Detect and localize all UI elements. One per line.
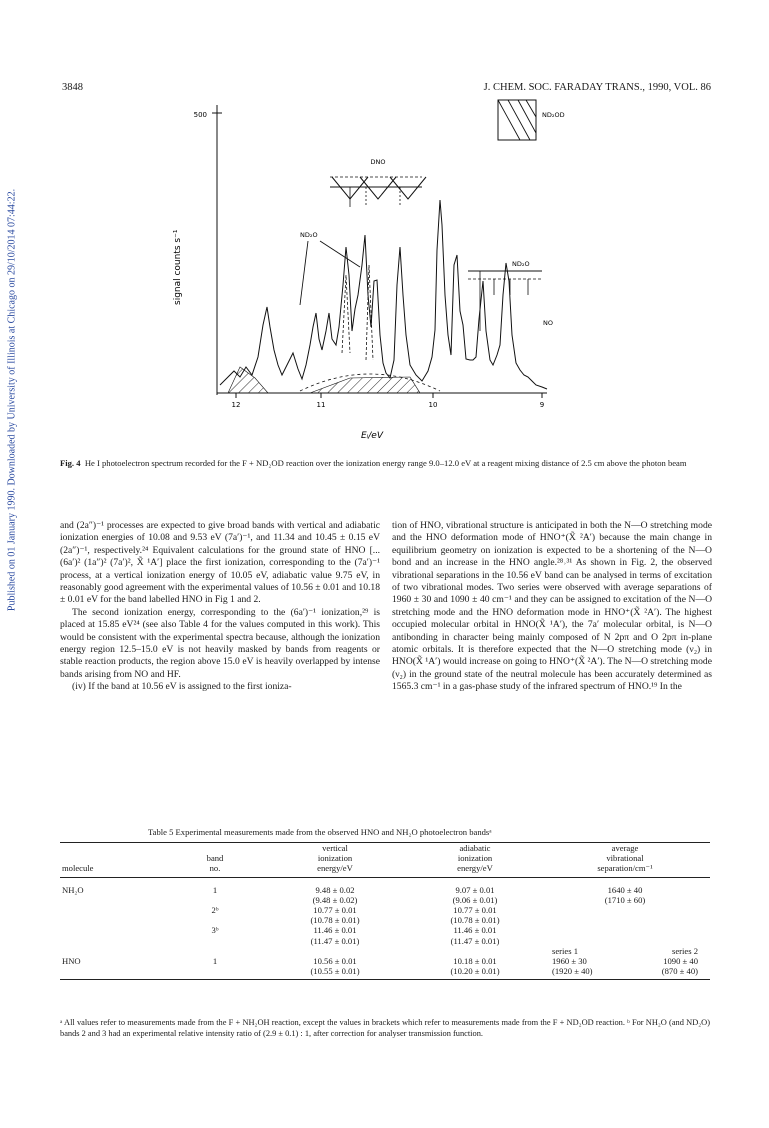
caption-label: Fig. 4 (60, 458, 81, 468)
figure-caption (60, 458, 710, 469)
y-tick-label: 500 (193, 111, 207, 119)
nd2od-box-hatching (498, 100, 536, 140)
table-5 (60, 842, 710, 980)
download-note-text: Published on 01 January 1990. Downloaded by University of Illinois at Chicago on 29/10/2014 07:44:22. (6, 188, 18, 612)
table-row: HNO 1 10.56 ± 0.01 10.18 ± 0.01 1960 ± 30 1090 ± 40 (62, 956, 698, 967)
table-row: (10.55 ± 0.01) (10.20 ± 0.01) (1920 ± 40) (870 ± 40) (60, 966, 710, 980)
table-row-series-labels: series 1 series 2 (552, 945, 698, 956)
table-footnote: ᵃ All values refer to measurements made from the F + NH₂OH reaction, except the values in brackets which refer to measurements made from the F + ND₂OD reaction. ᵇ For NH₂O (and ND₂O) bands 2 and 3 had an experimental relative intensity ratio of (2.9 ± 0.1) : 1, after correction for analyser transmission function. (60, 1018, 710, 1038)
header-vertical: vertical ionization energy/eV (260, 843, 410, 878)
no-label: NO (543, 319, 553, 327)
download-note (2, 120, 22, 680)
header-molecule: molecule (60, 843, 170, 878)
caption-text: He I photoelectron spectrum recorded for the F + ND₂OD reaction over the ionization energy range 9.0–12.0 eV at a reagent mixing distance of 2.5 cm above the photon beam (84, 458, 687, 468)
spectrum-svg (150, 95, 580, 450)
table-row: (9.48 ± 0.02) (9.06 ± 0.01) (1710 ± 60) (312, 894, 646, 905)
dno-label: DNO (370, 158, 386, 166)
header-adiabatic: adiabatic ionization energy/eV (410, 843, 540, 878)
nd2o-left-label: ND₂O (300, 231, 318, 239)
table-row: (10.78 ± 0.01) (10.78 ± 0.01) (310, 915, 500, 926)
left-paragraph-3: (iv) If the band at 10.56 eV is assigned to the first ioniza- (72, 681, 292, 693)
x-axis-label: Eᵢ/eV (360, 431, 384, 441)
right-column (392, 520, 712, 694)
right-paragraph-1: tion of HNO, vibrational structure is anticipated in both the N—O stretching mode and the HNO deformation mode of HNO⁺(X̃ ²A′) because the main change in equilibrium geometry on ionization is expected to be a shortening of the N—O bond and an increase in the HNO angle.²⁸˒³¹ As shown in Fig. 2, the observed vibrational separations in the 10.56 eV band can be analysed in terms of excitation of two vibrational modes. Two series were observed with average separations of 1960 ± 30 and 1090 ± 40 cm⁻¹ and they can be assigned to excitation of the N—O stretching mode and the HNO deformation mode in HNO⁺(X̃ ²A′). The highest occupied molecular orbital in HNO(X̃ ¹A′), the 7a′ molecular orbital, is N—O antibonding in character being mainly composed of N 2pπ and O 2pπ in-plane atomic orbitals. It is therefore expected that the N—O stretching mode (ν₂) in HNO(X̃ ¹A′) would increase on going to HNO⁺(X̃ ²A′). The N—O stretching mode (ν₂) in the ground state of the neutral molecule has been accurately determined as 1565.3 cm⁻¹ in a gas-phase study of the infrared spectrum of HNO.¹⁹ In the (392, 520, 712, 693)
x-tick-12: 12 (231, 401, 241, 409)
header-band: band no. (170, 843, 260, 878)
nd2od-label: ND₂OD (542, 111, 565, 119)
y-axis-label: signal counts s⁻¹ (173, 229, 183, 305)
x-tick-9: 9 (539, 401, 545, 409)
table-row: (11.47 ± 0.01) (11.47 ± 0.01) (310, 935, 500, 946)
table-row: 3ᵇ 11.46 ± 0.01 11.46 ± 0.01 (211, 925, 497, 936)
dno-zigzag (332, 177, 426, 199)
table-title: Table 5 Experimental measurements made from the observed HNO and NH₂O photoelectron bandsᵃ (148, 827, 492, 837)
left-paragraph-2: The second ionization energy, corresponding to the (6a′)⁻¹ ionization,²⁹ is placed at 15.85 eV²⁴ (see also Table 4 for the values computed in this work). This would be consistent with the experimental spectra because, although the ionization energy region 12.5–15.0 eV is not heavily masked by bands from reagents or stable reaction products, the region above 15.0 eV is heavily overlapped by intense bands arising from NO and HF. (60, 606, 380, 680)
left-column (60, 520, 380, 694)
hatched-region-middle (310, 377, 420, 393)
table-header-row (60, 843, 710, 878)
spectrum-trace (220, 200, 547, 389)
left-paragraph-1: and (2a″)⁻¹ processes are expected to give broad bands with vertical and adiabatic ionization energies of 10.08 and 9.53 eV (7a′)⁻¹, and 11.34 and 10.45 ± 0.15 eV (2a″)⁻¹, respectively.²⁴ Equivalent calculations for the ground state of HNO [... (6a′)² (1a″)² (7a′)², X̃ ¹A′] place the first ionization, corresponding to the (7a′)⁻¹ process, at a vertical ionization energy of 10.05 eV, adiabatic value 9.75 eV, in reasonably good agreement with the experimental values of 10.56 ± 0.01 and 10.18 ± 0.01 eV for the band labelled HNO in Fig 1 and 2. (60, 520, 380, 606)
journal-header: J. CHEM. SOC. FARADAY TRANS., 1990, VOL. 86 (483, 82, 711, 93)
photoelectron-spectrum-figure (150, 95, 580, 450)
table-row: NH₂O 1 9.48 ± 0.02 9.07 ± 0.01 1640 ± 40 (62, 884, 643, 895)
nd2o-right-label: ND₂O (512, 260, 530, 268)
x-tick-11: 11 (316, 401, 326, 409)
page-number: 3848 (62, 82, 83, 93)
x-tick-10: 10 (428, 401, 438, 409)
spectrum-dashed-overlay (342, 265, 373, 360)
header-average: average vibrational separation/cm⁻¹ (540, 843, 710, 878)
table-row: 2ᵇ 10.77 ± 0.01 10.77 ± 0.01 (211, 905, 497, 916)
